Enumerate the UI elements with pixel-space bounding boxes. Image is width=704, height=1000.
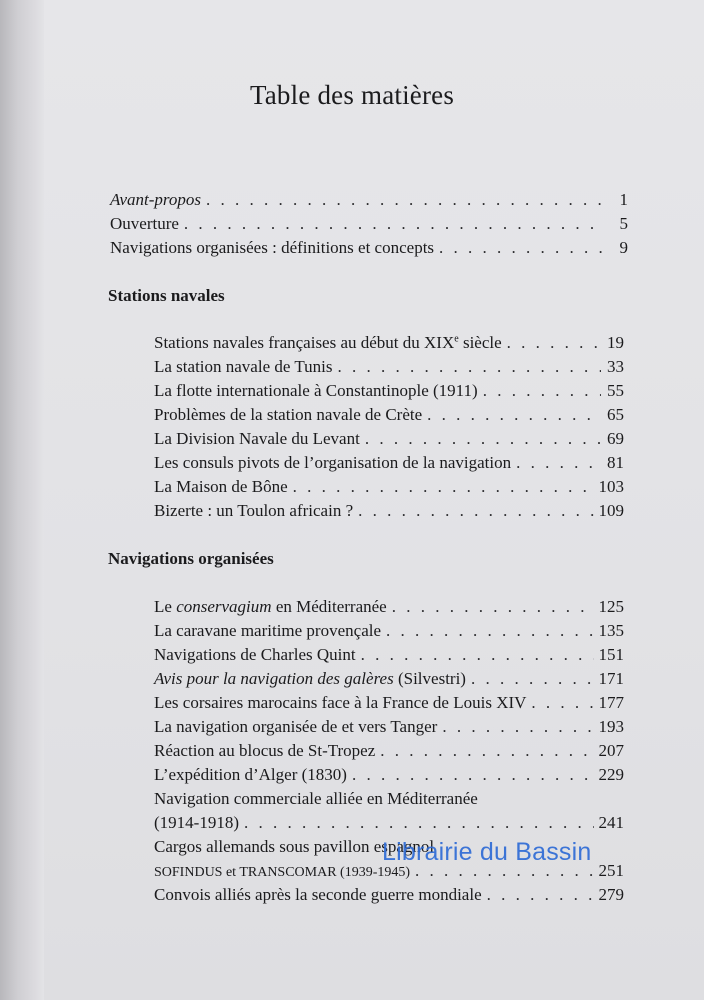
- toc-entry: [154, 333, 624, 357]
- toc-entry-label: Navigation commerciale alliée en Méditerranée: [154, 789, 478, 808]
- dot-leader: [380, 741, 593, 761]
- toc-entry: [154, 357, 624, 381]
- dot-leader: [352, 765, 594, 785]
- toc-entry: [154, 597, 624, 621]
- toc-page-number: 109: [598, 501, 624, 520]
- toc-page-number: 65: [607, 405, 624, 424]
- toc-entry-label: La Division Navale du Levant: [154, 429, 360, 448]
- toc-page-number: 9: [619, 238, 628, 257]
- toc-entry-label: Bizerte : un Toulon africain ?: [154, 501, 354, 520]
- toc-entry-label: Le conservagium en Méditerranée: [154, 597, 387, 616]
- toc-page-number: 151: [598, 645, 624, 664]
- toc-entry: [154, 453, 624, 477]
- toc-page-number: 171: [598, 669, 624, 688]
- toc-entry-label: Avis pour la navigation des galères (Silvestri): [154, 669, 466, 688]
- toc-entry: [154, 645, 624, 669]
- section-heading: Navigations organisées: [108, 549, 274, 568]
- dot-leader: [471, 669, 594, 689]
- toc-page-number: 229: [598, 765, 624, 784]
- toc-entry-label: Avant-propos: [110, 190, 201, 209]
- toc-entry: [154, 717, 624, 741]
- toc-page-number: 279: [598, 885, 624, 904]
- toc-page-number: 135: [598, 621, 624, 640]
- dot-leader: [439, 238, 605, 258]
- toc-page-number: 241: [598, 813, 624, 832]
- toc-entry: [154, 405, 624, 429]
- toc-page-number: 251: [598, 861, 624, 880]
- toc-entry-label: Navigations de Charles Quint: [154, 645, 356, 664]
- toc-entry-label: La station navale de Tunis: [154, 357, 333, 376]
- toc-entry: [154, 765, 624, 789]
- toc-page-number: 5: [619, 214, 628, 233]
- dot-leader: [427, 405, 601, 425]
- dot-leader: [365, 429, 601, 449]
- dot-leader: [358, 501, 593, 521]
- toc-entry-label: SOFINDUS et TRANSCOMAR (1939-1945): [154, 865, 411, 880]
- toc-entry-label: La navigation organisée de et vers Tanger: [154, 717, 438, 736]
- toc-entry: [154, 813, 624, 837]
- toc-entry-ouverture: [110, 214, 628, 238]
- dot-leader: [386, 621, 593, 641]
- toc-entry: [154, 477, 624, 501]
- dot-leader: [392, 597, 594, 617]
- toc-entry-label: La Maison de Bône: [154, 477, 288, 496]
- page-title: Table des matières: [249, 80, 455, 110]
- dot-leader: [531, 693, 593, 713]
- dot-leader: [244, 813, 594, 833]
- toc-page-number: 207: [598, 741, 624, 760]
- dot-leader: [337, 357, 601, 377]
- toc-entry-navigations-definitions: [110, 238, 628, 262]
- toc-entry-label: Stations navales françaises au début du XIXe siècle: [154, 333, 502, 352]
- toc-entry-label: (1914-1918): [154, 813, 239, 832]
- toc-entry: [154, 501, 624, 525]
- toc-entry-label: Ouverture: [110, 214, 179, 233]
- toc-entry-label: La flotte internationale à Constantinople (1911): [154, 381, 478, 400]
- dot-leader: [507, 333, 601, 353]
- section-heading: Stations navales: [108, 286, 225, 305]
- dot-leader: [184, 214, 605, 234]
- toc-entry: [154, 381, 624, 405]
- toc-entry-label: Cargos allemands sous pavillon espagnol: [154, 837, 435, 856]
- toc-page-number: 69: [607, 429, 624, 448]
- toc-entry-label: L’expédition d’Alger (1830): [154, 765, 347, 784]
- toc-entry-label: Problèmes de la station navale de Crète: [154, 405, 423, 424]
- toc-page-number: 1: [619, 190, 628, 209]
- toc-page-number: 81: [607, 453, 624, 472]
- toc-page-number: 125: [598, 597, 624, 616]
- dot-leader: [206, 190, 605, 210]
- dot-leader: [516, 453, 601, 473]
- toc-entry: [154, 741, 624, 765]
- toc-page-number: 193: [598, 717, 624, 736]
- toc-entry: [154, 429, 624, 453]
- toc-entry-label: Réaction au blocus de St-Tropez: [154, 741, 376, 760]
- toc-entry-label: Les consuls pivots de l’organisation de la navigation: [154, 453, 512, 472]
- toc-entry-label: La caravane maritime provençale: [154, 621, 382, 640]
- toc-page-number: 55: [607, 381, 624, 400]
- toc-entry-label: Convois alliés après la seconde guerre mondiale: [154, 885, 482, 904]
- toc-page-number: 177: [598, 693, 624, 712]
- toc-page-number: 103: [598, 477, 624, 496]
- toc-entry: [154, 693, 624, 717]
- dot-leader: [487, 885, 594, 905]
- toc-entry-avant-propos: [110, 190, 628, 214]
- toc-entry: [154, 669, 624, 693]
- seller-watermark: Librairie du Bassin: [382, 838, 592, 866]
- toc-entry: [154, 621, 624, 645]
- facing-page-gutter: [0, 0, 44, 1000]
- toc-entry-label: Les corsaires marocains face à la France de Louis XIV: [154, 693, 527, 712]
- toc-entry-label: Navigations organisées : définitions et concepts: [110, 238, 435, 257]
- dot-leader: [293, 477, 594, 497]
- toc-page-number: 19: [607, 333, 624, 352]
- toc-page-number: 33: [607, 357, 624, 376]
- toc-entry: [154, 885, 624, 909]
- dot-leader: [442, 717, 593, 737]
- dot-leader: [361, 645, 594, 665]
- dot-leader: [483, 381, 601, 401]
- toc-entry-line1: [154, 789, 624, 813]
